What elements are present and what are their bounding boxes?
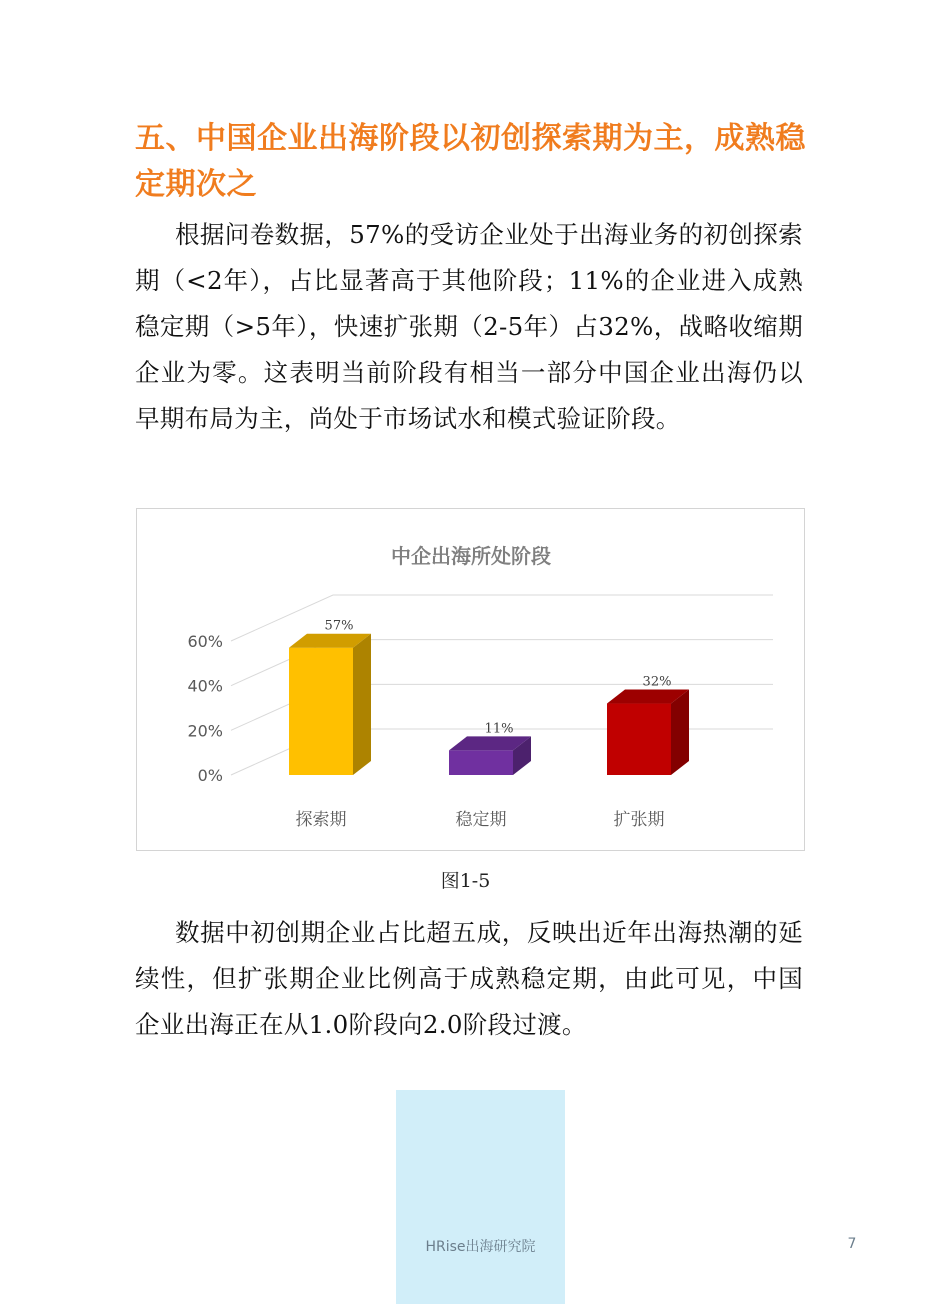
bar-3 [607, 704, 671, 775]
bar-3-side [671, 690, 689, 775]
data-label: 11% [484, 721, 514, 737]
footer-text: HRise出海研究院 [425, 1239, 536, 1255]
y-tick-label: 20% [187, 721, 223, 741]
bar-1-side [353, 634, 371, 775]
bar-1 [289, 648, 353, 775]
y-tick-label: 0% [197, 766, 223, 785]
category-label: 扩张期 [613, 810, 665, 830]
paragraph-2: 数据中初创期企业占比超五成，反映出近年出海热潮的延续性，但扩张期企业比例高于成熟稳定期，由此可见，中国企业出海正在从1.0阶段向2.0阶段过渡。 [135, 918, 803, 1039]
footer-bar [396, 1090, 565, 1304]
category-label: 稳定期 [455, 810, 507, 830]
chart-svg [137, 509, 806, 852]
stage-chart [136, 508, 805, 851]
bar-2 [449, 750, 513, 775]
page-number: 7 [847, 1236, 857, 1252]
y-tick-label: 40% [187, 676, 223, 696]
figure-caption: 图1-5 [440, 870, 491, 892]
category-label: 探索期 [295, 810, 347, 830]
section-heading: 五、中国企业出海阶段以初创探索期为主，成熟稳定期次之 [135, 121, 806, 202]
y-tick-label: 60% [187, 632, 223, 651]
data-label: 32% [642, 674, 672, 690]
chart-title: 中企出海所处阶段 [391, 544, 551, 568]
paragraph-1: 根据问卷数据，57%的受访企业处于出海业务的初创探索期（<2年），占比显著高于其他阶段；11%的企业进入成熟稳定期（>5年），快速扩张期（2-5年）占32%，战略收缩期企业为零。这表明当前阶段有相当一部分中国企业出海仍以早期布局为主，尚处于市场试水和模式验证阶段。 [135, 220, 803, 433]
data-label: 57% [324, 618, 354, 634]
